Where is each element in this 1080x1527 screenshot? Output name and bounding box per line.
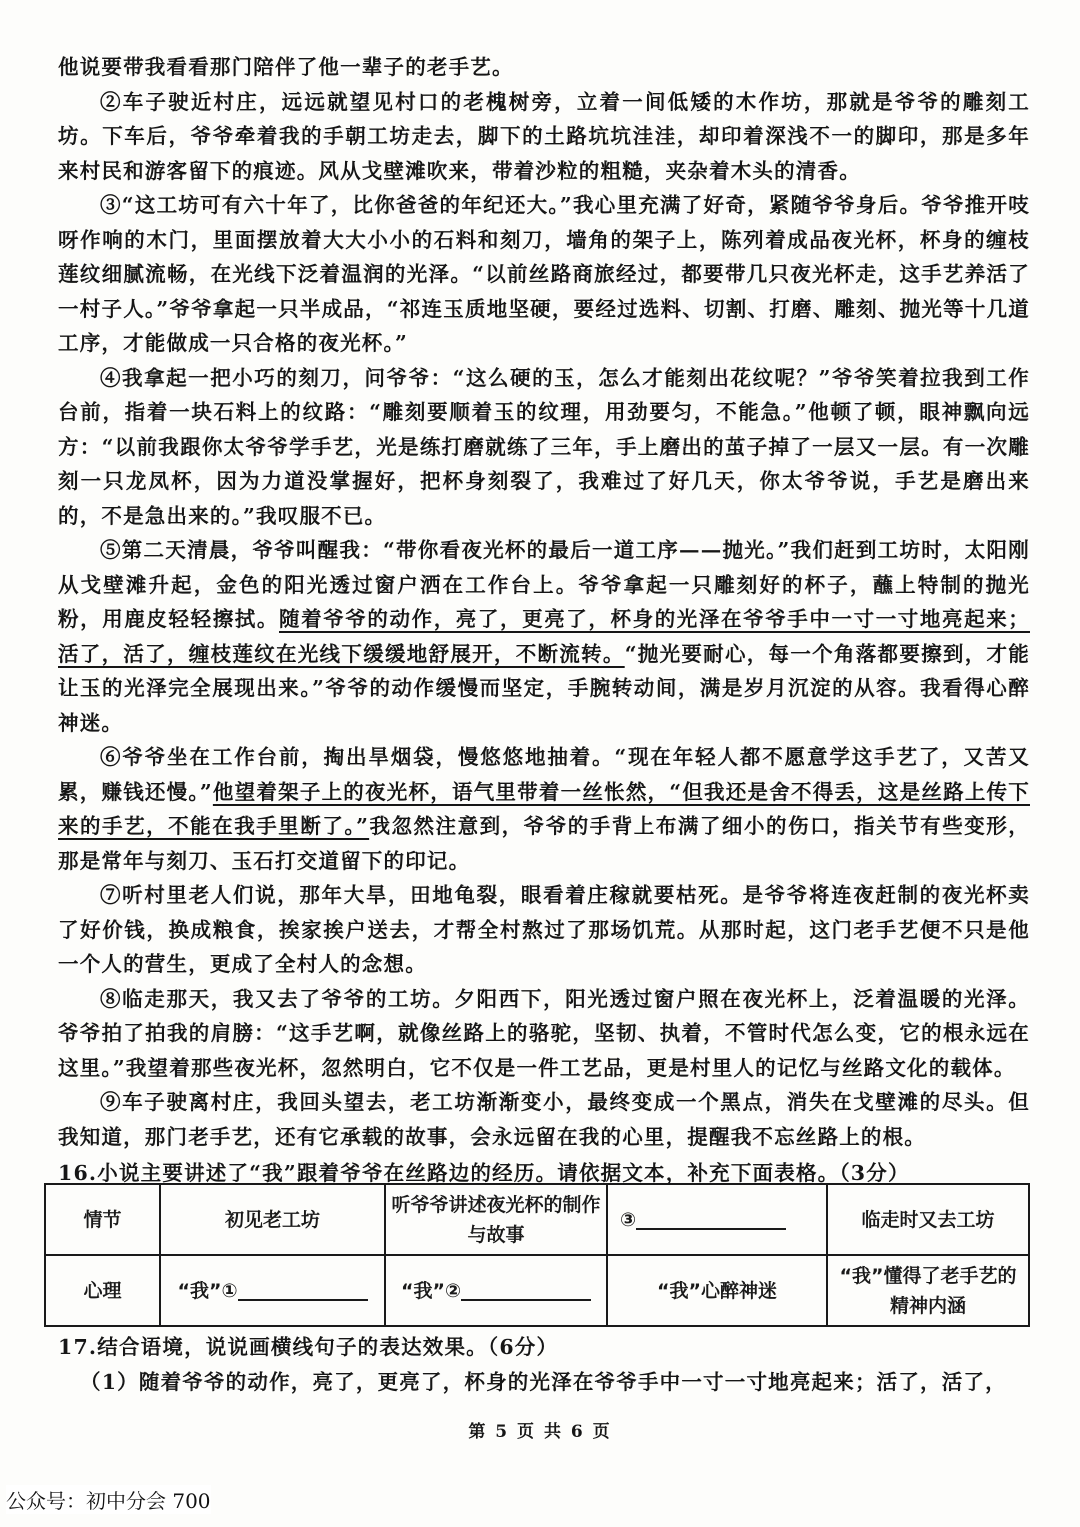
table-row [45, 1255, 1029, 1326]
table-row [45, 1184, 1029, 1255]
paragraph-5 [58, 533, 1030, 740]
underlined-sentence-1: 随着爷爷的动作，亮了，更亮了，杯身的光泽在爷爷手中一寸一寸地亮起来；活了，活了，缠枝莲纹在光线下缓缓地舒展开，不断流转。 [58, 607, 1030, 666]
question-16-title: 16.小说主要讲述了“我”跟着爷爷在丝路边的经历。请依据文本，补充下面表格。（3分） [58, 1161, 910, 1185]
table-cell: “我”心醉神迷 [607, 1255, 827, 1326]
paragraph-6 [58, 740, 1030, 878]
source-watermark: 公众号：初中分会 700 [6, 1485, 211, 1514]
question-17 [58, 1330, 1030, 1399]
table-cell: 初见老工坊 [160, 1184, 385, 1255]
reading-passage [58, 50, 1030, 1191]
blank-label-1: “我”① [177, 1279, 238, 1302]
answer-blank-2[interactable] [461, 1277, 591, 1301]
paragraph-4: ④我拿起一把小巧的刻刀，问爷爷：“这么硬的玉，怎么才能刻出花纹呢？”爷爷笑着拉我到工作台前，指着一块石料上的纹路：“雕刻要顺着玉的纹理，用劲要匀，不能急。”他顿了顿，眼神飘向远方：“以前我跟你太爷爷学手艺，光是练打磨就练了三年，手上磨出的茧子掉了一层又一层。有一次雕刻一只龙凤杯，因为力道没掌握好，把杯身刻裂了，我难过了好几天，你太爷爷说，手艺是磨出来的，不是急出来的。”我叹服不已。 [58, 365, 1030, 528]
paragraph-5-part-b: “抛光要耐心，每一个角落都要擦到，才能让玉的光泽完全展现出来。”爷爷的动作缓慢而坚定，手腕转动间，满是岁月沉淀的从容。我看得心醉神迷。 [58, 641, 1030, 735]
paragraph-5-part-a: ⑤第二天清晨，爷爷叫醒我：“带你看夜光杯的最后一道工序——抛光。”我们赶到工坊时，太阳刚从戈壁滩升起，金色的阳光透过窗户洒在工作台上。爷爷拿起一只雕刻好的杯子，蘸上特制的抛光粉，用鹿皮轻轻擦拭。 [58, 538, 1030, 631]
table-cell: “我”懂得了老手艺的精神内涵 [827, 1255, 1029, 1326]
blank-label-2: “我”② [400, 1279, 462, 1302]
table-cell [160, 1255, 385, 1326]
paragraph-6-part-a: ⑥爷爷坐在工作台前，掏出旱烟袋，慢悠悠地抽着。“现在年轻人都不愿意学这手艺了，又苦又累，赚钱还慢。” [58, 745, 1030, 804]
paragraph-intro-tail: 他说要带我看看那门陪伴了他一辈子的老手艺。 [58, 55, 514, 79]
table-cell [385, 1255, 607, 1326]
plot-psychology-table [44, 1183, 1030, 1327]
answer-blank-3[interactable] [636, 1206, 786, 1230]
blank-label-3: ③ [620, 1208, 637, 1231]
paragraph-6-part-b: 我忽然注意到，爷爷的手背上布满了细小的伤口，指关节有些变形，那是常年与刻刀、玉石打交道留下的印记。 [58, 814, 1030, 873]
underlined-sentence-2: 他望着架子上的夜光杯，语气里带着一丝怅然，“但我还是舍不得丢，这是丝路上传下来的手艺，不能在我手里断了。” [58, 779, 1030, 838]
table-row-head-psychology: 心理 [45, 1255, 160, 1326]
table-cell [607, 1184, 827, 1255]
table-cell: 临走时又去工坊 [827, 1184, 1029, 1255]
question-17-sub-1: （1）随着爷爷的动作，亮了，更亮了，杯身的光泽在爷爷手中一寸一寸地亮起来；活了，活了， [80, 1369, 1007, 1394]
answer-blank-1[interactable] [238, 1277, 368, 1301]
table-cell: 听爷爷讲述夜光杯的制作与故事 [385, 1184, 607, 1255]
paragraph-3: ③“这工坊可有六十年了，比你爸爸的年纪还大。”我心里充满了好奇，紧随爷爷身后。爷爷推开吱呀作响的木门，里面摆放着大大小小的石料和刻刀，墙角的架子上，陈列着成品夜光杯，杯身的缠枝莲纹细腻流畅，在光线下泛着温润的光泽。“以前丝路商旅经过，都要带几只夜光杯走，这手艺养活了一村子人。”爷爷拿起一只半成品，“祁连玉质地坚硬，要经过选料、切割、打磨、雕刻、抛光等十几道工序，才能做成一只合格的夜光杯。” [58, 193, 1030, 355]
paragraph-7: ⑦听村里老人们说，那年大旱，田地龟裂，眼看着庄稼就要枯死。是爷爷将连夜赶制的夜光杯卖了好价钱，换成粮食，挨家挨户送去，才帮全村熬过了那场饥荒。从那时起，这门老手艺便不只是他一个人的营生，更成了全村人的念想。 [58, 883, 1030, 976]
paragraph-2: ②车子驶近村庄，远远就望见村口的老槐树旁，立着一间低矮的木作坊，那就是爷爷的雕刻工坊。下车后，爷爷牵着我的手朝工坊走去，脚下的土路坑坑洼洼，却印着深浅不一的脚印，那是多年来村民和游客留下的痕迹。风从戈壁滩吹来，带着沙粒的粗糙，夹杂着木头的清香。 [58, 89, 1030, 183]
table-row-head-plot: 情节 [45, 1184, 160, 1255]
paragraph-8: ⑧临走那天，我又去了爷爷的工坊。夕阳西下，阳光透过窗户照在夜光杯上，泛着温暖的光泽。爷爷拍了拍我的肩膀：“这手艺啊，就像丝路上的骆驼，坚韧、执着，不管时代怎么变，它的根永远在这里。”我望着那些夜光杯，忽然明白，它不仅是一件工艺品，更是村里人的记忆与丝路文化的载体。 [58, 986, 1030, 1080]
question-17-title: 17.结合语境，说说画横线句子的表达效果。（6分） [58, 1335, 559, 1359]
paragraph-9: ⑨车子驶离村庄，我回头望去，老工坊渐渐变小，最终变成一个黑点，消失在戈壁滩的尽头。但我知道，那门老手艺，还有它承载的故事，会永远留在我的心里，提醒我不忘丝路上的根。 [58, 1090, 1030, 1149]
page-number: 第 5 页 共 6 页 [468, 1422, 612, 1442]
